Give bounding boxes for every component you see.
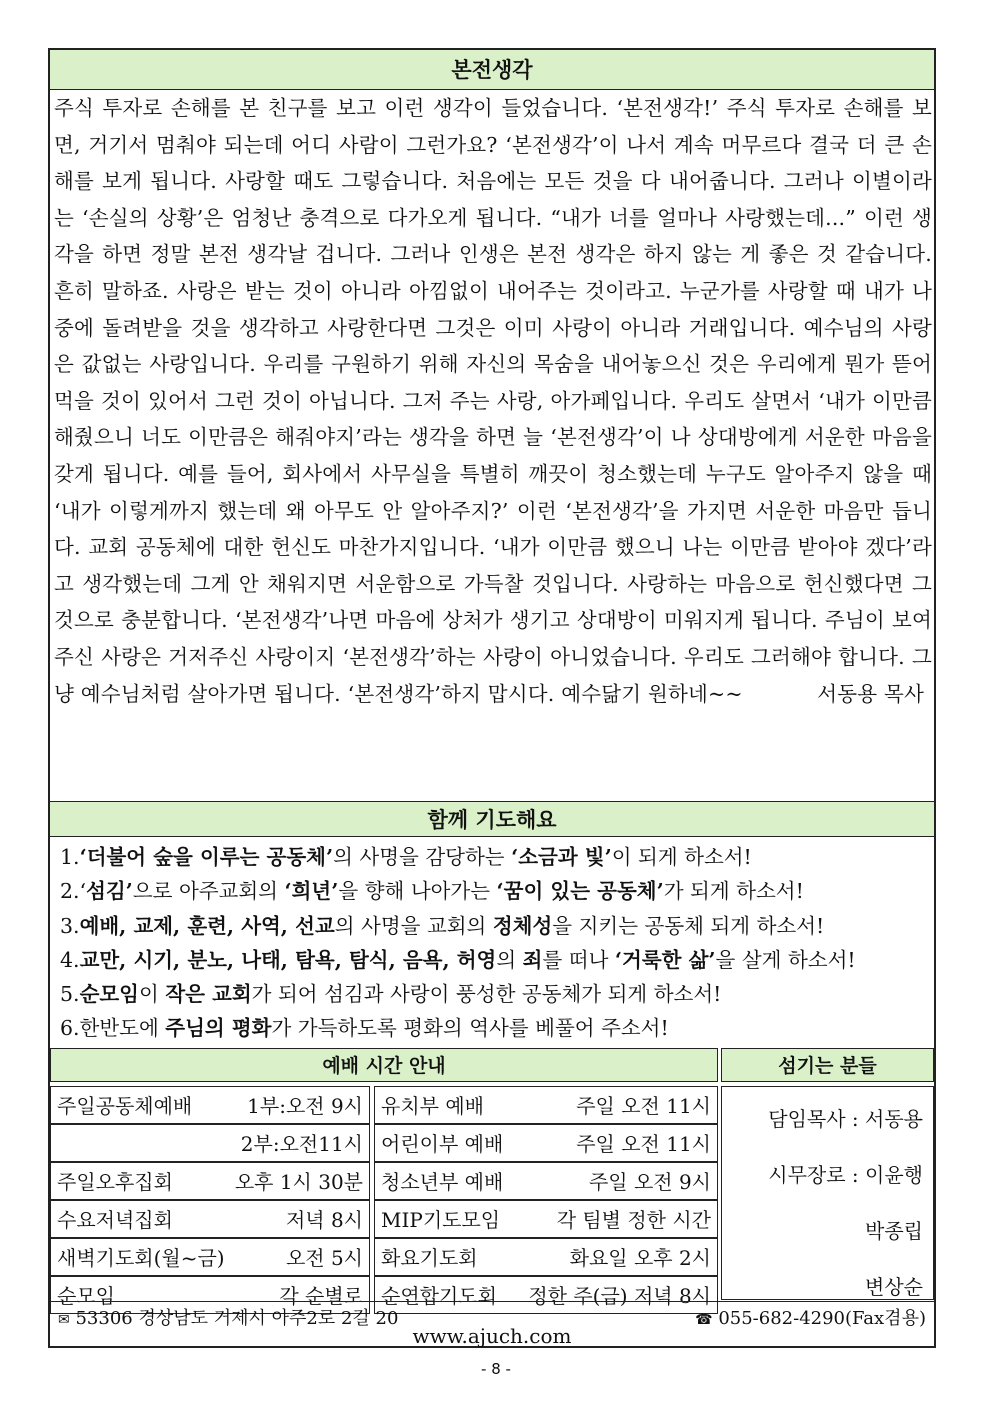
envelope-icon: ✉ (58, 1312, 70, 1328)
prayer-emphasis: 작은 교회 (165, 982, 252, 1007)
schedule-row (374, 1200, 718, 1238)
prayer-text: 의 사명을 교회의 (334, 913, 493, 938)
schedule-service-time: 저녁 8시 (285, 1208, 363, 1232)
prayer-text: 이 되게 하소서! (611, 845, 752, 869)
essay-title: 본전생각 (50, 50, 934, 90)
website-link[interactable]: www.ajuch.com (412, 1324, 572, 1348)
prayer-emphasis: 섬김’ (86, 879, 133, 904)
schedule-service-name: 수요저녁집회 (57, 1208, 173, 1232)
schedule-service-name: 주일공동체예배 (57, 1094, 193, 1118)
prayer-text: 6.한반도에 (60, 1016, 166, 1041)
prayer-text: 4. (60, 947, 80, 972)
essay-text: 주식 투자로 손해를 본 친구를 보고 이런 생각이 들었습니다. ‘본전생각!’ 주식 투자로 손해를 보면, 거기서 멈춰야 되는데 어디 사람이 그런가요? ‘본전생각’이 나서 계속 머무르다 결국 더 큰 손해를 보게 됩니다. 사랑할 때도 그렇습니다. 처음에는 모든 것을 다 내어줍니다. 그러나 이별이라는 ‘손실의 상황’은 엄청난 충격으로 다가오게 됩니다. “내가 너를 얼마나 사랑했는데...” 이런 생각을 하면 정말 본전 생각날 겁니다. 그러나 인생은 본전 생각은 하지 않는 게 좋은 것 같습니다. 흔히 말하죠. 사랑은 받는 것이 아니라 아낌없이 내어주는 것이라고. 누군가를 사랑할 때 내가 나중에 돌려받을 것을 생각하고 사랑한다면 그것은 이미 사랑이 아니라 거래입니다. 예수님의 사랑은 값없는 사랑입니다. 우리를 구원하기 위해 자신의 목숨을 내어놓으신 것은 우리에게 뭔가 뜯어먹을 것이 있어서 그런 것이 아닙니다. 그저 주는 사랑, 아가페입니다. 우리도 살면서 ‘내가 이만큼 해줬으니 너도 이만큼은 해줘야지’라는 생각을 하면 늘 ‘본전생각’이 나 상대방에게 서운한 마음을 갖게 됩니다. 예를 들어, 회사에서 사무실을 특별히 깨끗이 청소했는데 누구도 알아주지 않을 때 ‘내가 이렇게까지 했는데 왜 아무도 안 알아주지?’ 이런 ‘본전생각’을 가지면 서운한 마음만 듭니다. 교회 공동체에 대한 헌신도 마찬가지입니다. ‘내가 이만큼 했으니 나는 이만큼 받아야 겠다’라고 생각했는데 그게 안 채워지면 서운함으로 가득찰 것입니다. 사랑하는 마음으로 헌신했다면 그것으로 충분합니다. ‘본전생각’나면 마음에 상처가 생기고 상대방이 미워지게 됩니다. 주님이 보여주신 사랑은 거저주신 사랑이지 ‘본전생각’하는 사랑이 아니었습니다. 우리도 그러해야 합니다. 그냥 예수님처럼 살아가면 됩니다. ‘본전생각’하지 맙시다. 예수닮기 원하네~~ (54, 96, 932, 706)
schedule-service-time: 2부:오전11시 (240, 1132, 363, 1156)
schedule-row (50, 1238, 370, 1276)
prayer-text: 5. (60, 982, 80, 1007)
schedule-service-name: 순모임 (57, 1284, 115, 1308)
staff-line: 변상순 (865, 1275, 923, 1299)
schedule-service-time: 오후 1시 30분 (234, 1170, 363, 1194)
schedule-row (374, 1124, 718, 1162)
schedule-service-time: 각 팀별 정한 시간 (556, 1208, 711, 1232)
staff-line: 담임목사 : 서동용 (768, 1107, 923, 1131)
prayer-text: 3. (60, 913, 80, 938)
prayer-item (60, 977, 930, 1011)
schedule-service-name: 어린이부 예배 (381, 1132, 504, 1156)
schedule-row (50, 1086, 370, 1124)
prayer-emphasis: 주님의 평화 (165, 1016, 272, 1041)
schedule-service-time: 주일 오전 11시 (576, 1094, 711, 1118)
prayer-item (60, 1011, 930, 1045)
prayer-text: 를 떠나 (542, 947, 615, 972)
prayer-emphasis: 예배, 교제, 훈련, 사역, 선교 (79, 913, 335, 938)
essay-signature: 서동용 목사 (817, 681, 924, 706)
schedule-service-time: 주일 오전 9시 (588, 1170, 711, 1194)
schedule-row (374, 1162, 718, 1200)
schedule-service-time: 화요일 오후 2시 (569, 1246, 711, 1270)
page-number: - 8 - (481, 1360, 511, 1378)
schedule-service-name: 주일오후집회 (57, 1170, 173, 1194)
schedule-service-name: MIP기도모임 (381, 1208, 501, 1232)
schedule-service-name: 청소년부 예배 (381, 1170, 504, 1194)
prayer-title: 함께 기도해요 (50, 801, 934, 837)
prayer-text: 가 되게 하소서! (663, 879, 804, 904)
prayer-emphasis: ‘소금과 빛’ (511, 845, 612, 869)
prayer-item (60, 840, 930, 874)
prayer-item (60, 943, 930, 977)
telephone-icon: ☎ (695, 1312, 713, 1328)
address-text: 53306 경상남도 거제시 아주2로 2길 20 (75, 1308, 399, 1329)
schedule-service-name: 화요기도회 (381, 1246, 478, 1270)
prayer-item (60, 909, 930, 943)
schedule-row (50, 1200, 370, 1238)
prayer-list (60, 840, 930, 1046)
prayer-emphasis: ‘꿈이 있는 공동체’ (496, 879, 664, 904)
schedule-service-time: 주일 오전 11시 (576, 1132, 711, 1156)
staff-line: 시무장로 : 이윤행 (768, 1163, 923, 1187)
schedule-row (374, 1238, 718, 1276)
schedule-service-name: 새벽기도회(월~금) (57, 1246, 225, 1270)
prayer-text: 을 지키는 공동체 되게 하소서! (552, 913, 825, 938)
schedule-service-time: 정한 주(금) 저녁 8시 (528, 1284, 711, 1308)
prayer-text: 가 가득하도록 평화의 역사를 베풀어 주소서! (271, 1016, 669, 1041)
staff-line: 박종립 (865, 1219, 923, 1243)
essay-body (54, 90, 932, 712)
staff-title: 섬기는 분들 (721, 1048, 934, 1082)
prayer-emphasis: ‘거룩한 삶’ (614, 947, 716, 972)
schedule-service-name: 유치부 예배 (381, 1094, 484, 1118)
prayer-emphasis: 교만, 시기, 분노, 나태, 탐욕, 탐식, 음욕, 허영 (79, 947, 497, 972)
staff-box (721, 1086, 934, 1300)
footer (50, 1301, 934, 1347)
prayer-emphasis: ‘더불어 숲을 이루는 공동체’ (79, 845, 334, 869)
prayer-text: 으로 아주교회의 (132, 879, 285, 904)
schedule-title: 예배 시간 안내 (50, 1048, 718, 1082)
prayer-emphasis: 정체성 (492, 913, 553, 938)
prayer-text: 의 사명을 감당하는 (333, 845, 512, 869)
prayer-emphasis: ‘희년’ (284, 879, 339, 904)
prayer-text: 이 (138, 982, 166, 1007)
schedule-service-name: 순연합기도회 (381, 1284, 497, 1308)
prayer-item (60, 874, 930, 908)
prayer-text: 의 (496, 947, 523, 972)
bulletin-page-frame (48, 48, 936, 1348)
prayer-emphasis: 순모임 (79, 982, 139, 1007)
schedule-row (50, 1162, 370, 1200)
schedule-service-time: 1부:오전 9시 (247, 1094, 363, 1118)
schedule-row (50, 1124, 370, 1162)
prayer-text: 가 되어 섬김과 사랑이 풍성한 공동체가 되게 하소서! (251, 982, 722, 1007)
prayer-text: 을 살게 하소서! (715, 947, 856, 972)
prayer-text: 2.‘ (60, 879, 87, 904)
schedule-service-time: 오전 5시 (285, 1246, 363, 1270)
prayer-emphasis: 죄 (522, 947, 543, 972)
schedule-row (374, 1086, 718, 1124)
phone-text: 055-682-4290(Fax겸용) (718, 1308, 926, 1329)
prayer-text: 을 향해 나아가는 (338, 879, 497, 904)
prayer-text: 1. (60, 845, 80, 869)
schedule-service-time: 각 순별로 (279, 1284, 363, 1308)
